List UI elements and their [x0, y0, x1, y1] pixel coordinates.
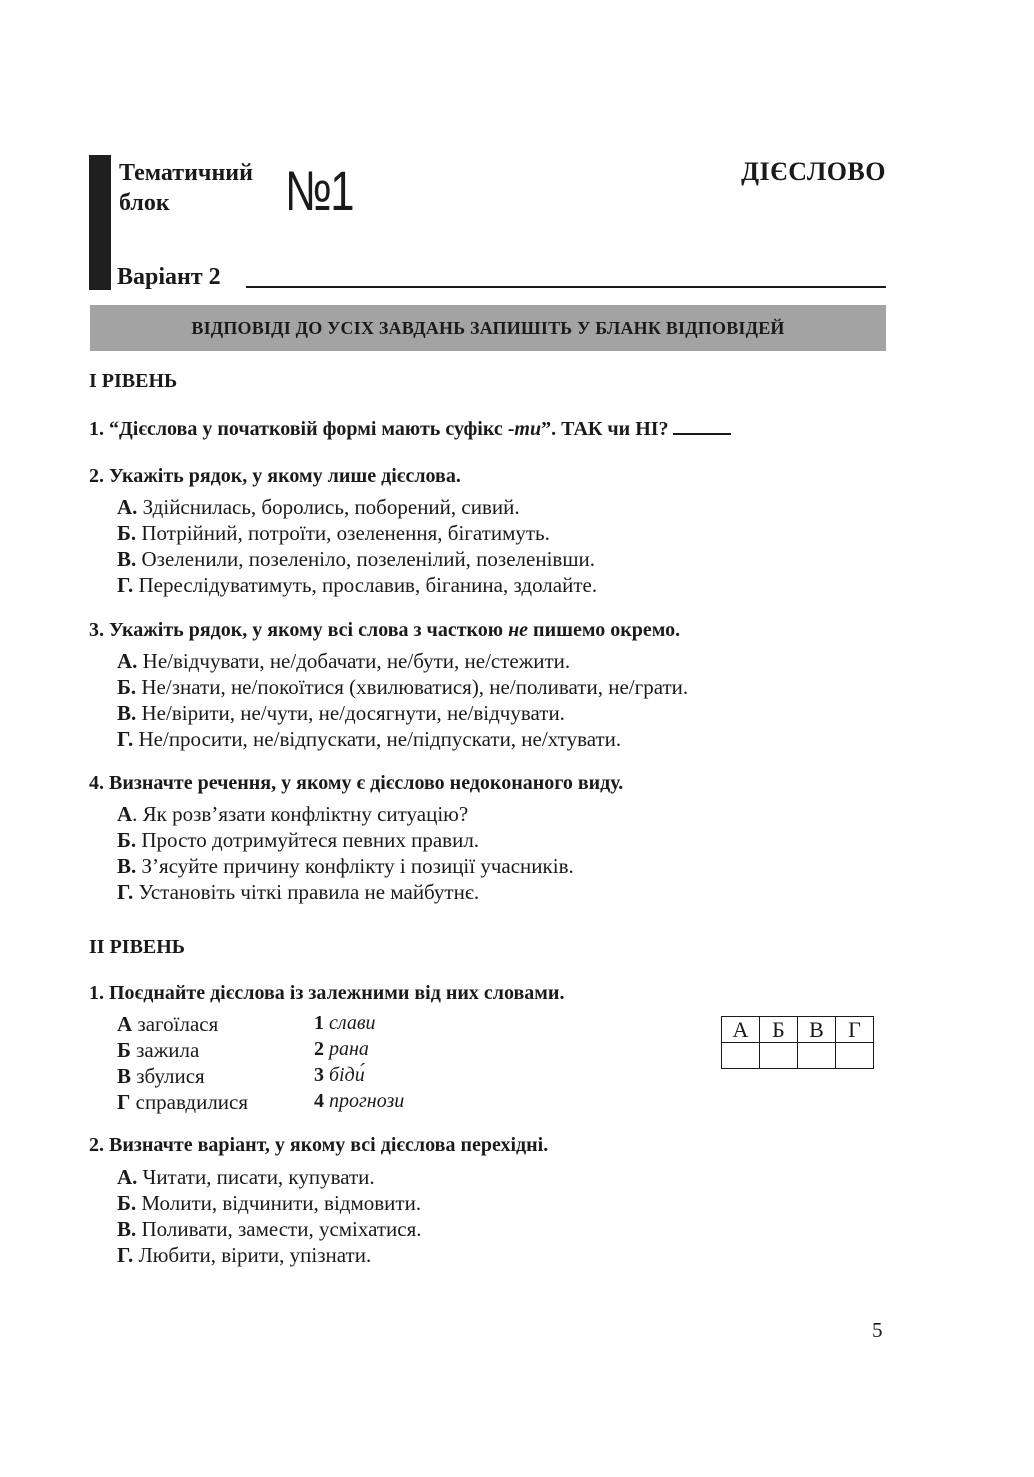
grid-header-g: Г: [836, 1017, 874, 1043]
name-line: [246, 286, 886, 288]
l1-q2-option-g: Г. Переслідуватимуть, прославив, біганина, здолайте.: [117, 573, 598, 597]
l1-q4-option-a: А. Як розв’язати конфліктну ситуацію?: [117, 802, 469, 826]
l2-q2-option-b: Б. Молити, відчинити, відмовити.: [117, 1191, 422, 1215]
match-right-1: 1 слави: [314, 1012, 376, 1034]
match-left-v: В збулися: [117, 1064, 205, 1088]
grid-cell: [722, 1043, 760, 1069]
l2-question-1: 1. Поєднайте дієслова із залежними від них словами.: [89, 982, 565, 1004]
l1-q3-option-a: А. Не/відчувати, не/добачати, не/бути, не/стежити.: [117, 649, 571, 673]
l2-q2-option-a: А. Читати, писати, купувати.: [117, 1165, 375, 1189]
l1-q3-option-v: В. Не/вірити, не/чути, не/досягнути, не/відчувати.: [117, 701, 565, 725]
grid-cell: [836, 1043, 874, 1069]
match-left-b: Б зажила: [117, 1038, 200, 1062]
match-left-g: Г справдилися: [117, 1090, 249, 1114]
l2-q2-option-v: В. Поливати, замести, усміхатися.: [117, 1217, 422, 1241]
l1-question-2: 2. Укажіть рядок, у якому лише дієслова.: [89, 465, 461, 487]
grid-header-a: А: [722, 1017, 760, 1043]
page-number: 5: [872, 1318, 883, 1342]
l1-q3-option-g: Г. Не/просити, не/відпускати, не/підпускати, не/хтувати.: [117, 727, 622, 751]
l2-question-2: 2. Визначте варіант, у якому всі дієслова перехідні.: [89, 1134, 549, 1156]
block-label: Тематичний блок: [119, 160, 253, 216]
l1-q3-option-b: Б. Не/знати, не/покоїтися (хвилюватися), не/поливати, не/грати.: [117, 675, 689, 699]
l1-q2-option-b: Б. Потрійний, потроїти, озеленення, бігатимуть.: [117, 521, 550, 545]
l1-question-4: 4. Визначте речення, у якому є дієслово недоконаного виду.: [89, 772, 624, 794]
l1-q2-option-a: А. Здійснилась, боролись, поборений, сивий.: [117, 495, 520, 519]
match-left-a: А загоїлася: [117, 1012, 219, 1036]
grid-header-b: Б: [760, 1017, 798, 1043]
level-2-title: ІІ РІВЕНЬ: [89, 936, 186, 958]
l1-q4-option-v: В. З’ясуйте причину конфлікту і позиції учасників.: [117, 854, 574, 878]
level-1-title: І РІВЕНЬ: [89, 370, 178, 392]
variant-label: Варіант 2: [117, 264, 221, 290]
answer-grid: [721, 1016, 874, 1069]
block-number: №1: [285, 159, 354, 222]
l1-question-1: 1. “Дієслова у початковій формі мають суфікс -ти”. ТАК чи НІ?: [89, 415, 731, 441]
block-marker-bar: [89, 155, 111, 290]
grid-cell: [760, 1043, 798, 1069]
l2-q2-option-g: Г. Любити, вірити, упізнати.: [117, 1243, 372, 1267]
grid-cell: [798, 1043, 836, 1069]
match-right-4: 4 прогнози: [314, 1090, 405, 1112]
match-right-2: 2 рана: [314, 1038, 369, 1060]
suffix-text: ти: [514, 418, 542, 440]
l1-question-3: 3. Укажіть рядок, у якому всі слова з часткою не пишемо окремо.: [89, 619, 681, 641]
answer-blank: [673, 415, 731, 435]
l1-q2-option-v: В. Озеленили, позеленіло, позеленілий, позеленівши.: [117, 547, 595, 571]
l1-q4-option-g: Г. Установіть чіткі правила не майбутнє.: [117, 880, 480, 904]
grid-header-v: В: [798, 1017, 836, 1043]
match-right-3: 3 біди́: [314, 1064, 365, 1086]
particle-text: не: [508, 619, 529, 641]
instruction-banner: ВІДПОВІДІ ДО УСІХ ЗАВДАНЬ ЗАПИШІТЬ У БЛАНК ВІДПОВІДЕЙ: [90, 305, 886, 351]
topic-title: ДІЄСЛОВО: [741, 157, 886, 186]
l1-q4-option-b: Б. Просто дотримуйтеся певних правил.: [117, 828, 480, 852]
